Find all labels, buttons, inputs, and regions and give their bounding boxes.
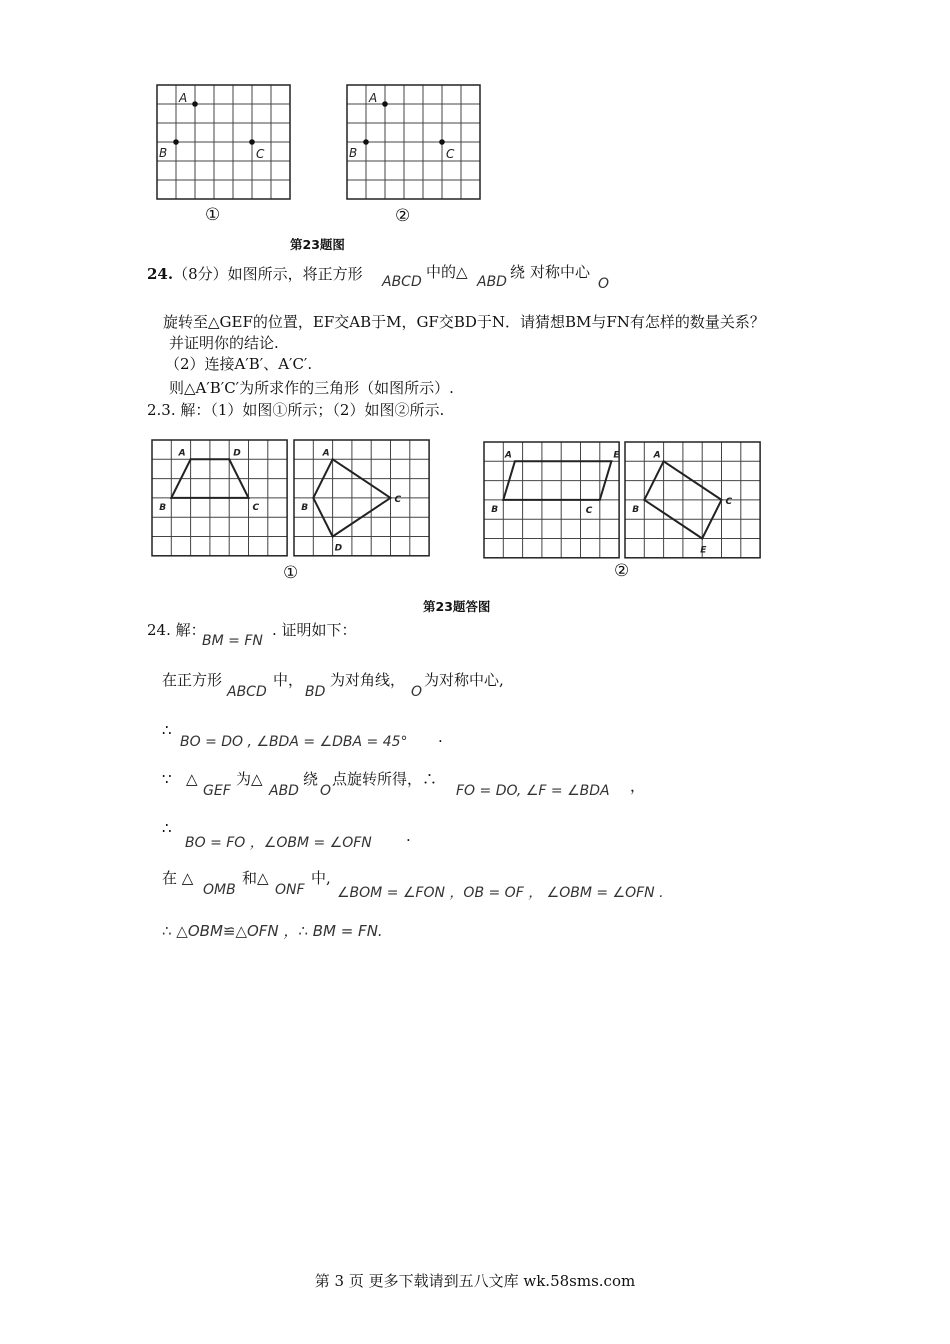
proof-p3d: ABD [269,783,299,799]
point-b [363,139,369,145]
proof-p2-end: . [438,728,443,746]
answer-24-head-tail: . 证明如下： [272,621,357,639]
proof-p1g: 为对称中心, [424,671,504,689]
grid-figure-2 [347,85,487,205]
therefore-symbol-2: ∴ [162,819,172,837]
answer-figure-caption: 第23题答图 [423,599,491,614]
proof-p5a: 在 △ [162,869,194,887]
grid-figure-1 [157,85,297,205]
proof-p4: BO = FO ，∠OBM = ∠OFN [185,835,372,851]
proof-p4-end: . [406,827,411,845]
proof-p3a: △ [186,770,198,788]
proof-p1e: 为对角线， [330,671,406,689]
point-c [249,139,255,145]
point-a [382,101,388,107]
point-a [192,101,198,107]
proof-p5b: OMB [203,882,236,898]
point-c [439,139,445,145]
proof-p6: ∴ △OBM≌△OFN ，∴ BM = FN. [162,922,383,940]
vertex-label: C [585,505,593,516]
math-o: O [598,276,610,292]
point-a-label: A [179,91,188,105]
question-text-2: 中的△ [426,263,468,281]
math-abcd: ABCD [382,274,422,290]
vertex-label: B [491,504,499,515]
proof-p3f: O [320,783,332,799]
point-c-label: C [256,147,265,161]
proof-p3c: 为△ [236,770,263,788]
vertex-label: B [632,504,640,515]
question-text-3: 绕 [510,263,526,281]
vertex-label: E [700,545,707,556]
proof-p5e: 中, [311,869,331,887]
question-score: （8分） [173,265,228,283]
proof-p3e: 绕 [303,770,319,788]
answer-grid-4 [625,442,760,558]
proof-p3g: 点旋转所得，∴ [332,770,438,788]
vertex-label: B [301,502,309,513]
proof-p2: BO = DO , ∠BDA = ∠DBA = 45° [180,734,408,750]
figure-caption: 第23题图 [290,237,345,252]
point-a-label: A [369,91,378,105]
question-text: 如图所示，将正方形 [227,265,363,283]
proof-p1c: 中， [273,671,304,689]
answer-panel-label-1: ① [283,563,299,583]
proof-p3i: ， [630,777,646,795]
because-symbol: ∵ [162,770,172,788]
answer-22-line-1: （2）连接A′B′、A′C′. [165,355,313,373]
vertex-label: C [725,496,733,507]
vertex-label: A [653,450,661,461]
proof-p5c: 和△ [242,869,269,887]
panel-label-1: ① [205,205,221,225]
vertex-label: D [233,448,241,459]
proof-p3h: FO = DO, ∠F = ∠BDA [456,783,610,799]
point-b-label: B [349,146,358,160]
math-bm-fn: BM = FN [202,633,263,649]
proof-p1b: ABCD [227,684,267,700]
question-line-2: 旋转至△GEF的位置，EF交AB于M，GF交BD于N．请猜想BM与FN有怎样的数量关系？ [163,313,765,331]
vertex-label: A [322,448,330,459]
proof-p5d: ONF [275,882,305,898]
point-b-label: B [159,146,168,160]
panel-label-2: ② [395,206,411,226]
question-text-4: 对称中心 [530,263,591,281]
page-footer: 第 3 页 更多下载请到五八文库 wk.58sms.com [314,1272,636,1290]
vertex-label: E [613,450,620,461]
answer-panel-label-2: ② [614,561,630,581]
point-c-label: C [446,147,455,161]
math-abd: ABD [477,274,507,290]
therefore-symbol: ∴ [162,721,172,739]
question-number: 24. [147,265,174,283]
vertex-label: B [159,502,167,513]
answer-24-head: 24. 解： [147,621,206,639]
point-b [173,139,179,145]
question-24 [147,264,363,284]
vertex-label: A [178,448,186,459]
answer-grid-2 [294,440,429,556]
proof-p5f: ∠BOM = ∠FON ，OB = OF ， ∠OBM = ∠OFN . [337,885,664,901]
vertex-label: A [504,450,512,461]
vertex-label: C [252,502,260,513]
answer-grid-3 [484,442,619,558]
vertex-label: C [394,494,402,505]
proof-p1d: BD [305,684,326,700]
proof-p1f: O [411,684,423,700]
vertex-label: D [334,543,343,554]
answer-22-line-2: 则△A′B′C′为所求作的三角形（如图所示）. [169,379,454,397]
answer-grid-1 [152,440,287,556]
proof-p3b: GEF [203,783,231,799]
proof-p1a: 在正方形 [162,671,223,689]
answer-23-line: 2.3. 解：（1）如图①所示；（2）如图②所示. [147,401,445,419]
question-line-3: 并证明你的结论. [169,334,279,352]
